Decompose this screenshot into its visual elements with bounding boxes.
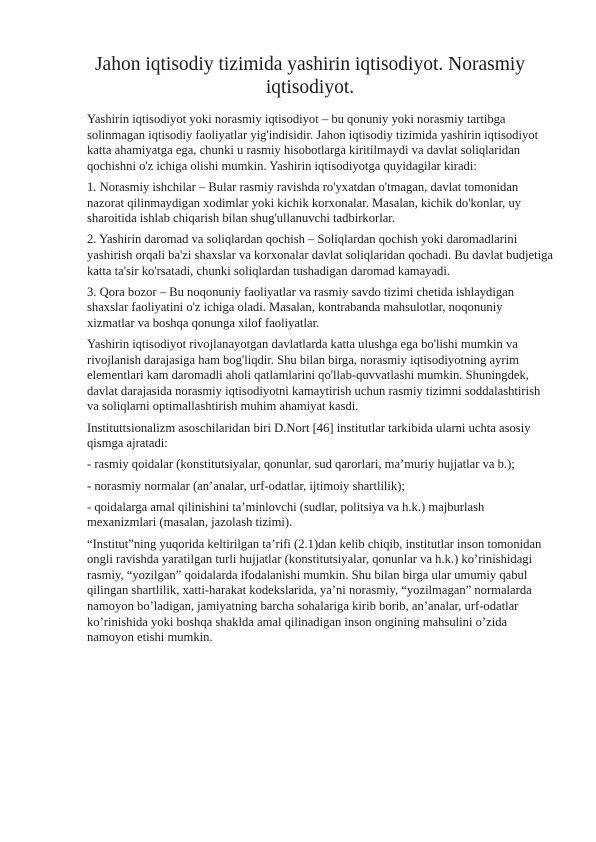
paragraph-item-3: 3. Qora bozor – Bu noqonuniy faoliyatlar va rasmiy savdo tizimi chetida ishlaydigan shaxslar faoliyatini o'z ichiga oladi. Masalan, kontrabanda mahsulotlar, noqonuniy xizmatlar va boshqa qonunga xilof faoliyatlar. [87,284,515,330]
document-body [87,112,553,651]
paragraph-intro: Yashirin iqtisodiyot yoki norasmiy iqtisodiyot – bu qonuniy yoki norasmiy tartibga solinmagan iqtisodiy faoliyatlar yig'indisidir. Jahon iqtisodiy tizimida yashirin iqtisodiyot katta ahamiyatga ega, chunki u rasmiy hisobotlarga kiritilmaydi va davlat soliqlaridan qochishni o'z ichiga olishi mumkin. Yashirin iqtisodiyotga quyidagilar kiradi: [87,112,539,173]
paragraph-institutionalism: Instituttsionalizm asoschilaridan biri D.Nort [46] institutlar tarkibida ularni uchta asosiy qismga ajratadi: [87,420,531,451]
list-item-enforcement: - qoidalarga amal qilinishini ta’minlovchi (sudlar, politsiya va h.k.) majburlash mexanizmlari (masalan, jazolash tizimi). [87,499,485,530]
document-title: Jahon iqtisodiy tizimida yashirin iqtisodiyot. Norasmiy iqtisodiyot. [94,54,526,98]
list-item-informal-norms: - norasmiy normalar (an’analar, urf-odatlar, ijtimoiy shartlilik); [87,478,405,493]
list-item-formal-rules: - rasmiy qoidalar (konstitutsiyalar, qonunlar, sud qarorlari, ma’muriy hujjatlar va b.); [87,457,515,472]
paragraph-development: Yashirin iqtisodiyot rivojlanayotgan davlatlarda katta ulushga ega bo'lishi mumkin va rivojlanish darajasiga ham bog'liqdir. Shu bilan birga, norasmiy iqtisodiyotning ayrim elementlari kam daromadli aholi qatlamlarini qo'llab-quvvatlashi mumkin. Shuningdek, davlat darajasida norasmiy iqtisodiyotni kamaytirish uchun rasmiy tizimni soddalashtirish va soliqlarni optimallashtirish muhim ahamiyat kasdi. [87,337,541,414]
paragraph-item-2: 2. Yashirin daromad va soliqlardan qochish – Soliqlardan qochish yoki daromadlarini yashirish orqali ba'zi shaxslar va korxonalar davlat soliqlaridan qochadi. Bu davlat budjetiga katta ta'sir ko'rsatadi, chunki soliqlardan tushadigan daromad kamayadi. [87,232,554,278]
paragraph-institution-definition: “Institut”ning yuqorida keltirilgan ta’rifi (2.1)dan kelib chiqib, institutlar inson tomonidan ongli ravishda yaratilgan turli hujjatlar (konstitutsiyalar, qonunlar va h.k.) ko’rinishidagi rasmiy, “yozilgan” qoidalarda ifodalanishi mumkin. Shu bilan birga ular umumiy qabul qilingan shartlilik, xatti-harakat kodekslarida, ya’ni norasmiy, “yozilmagan” normalarda namoyon bo’ladigan, jamiyatning barcha sohalariga kirib borib, an’analar, urf-odatlar ko’rinishida yoki boshqa shaklda amal qilinadigan inson ongining mahsulini o’zida namoyon etishi mumkin. [87,536,542,645]
paragraph-item-1: 1. Norasmiy ishchilar – Bular rasmiy ravishda ro'yxatdan o'tmagan, davlat tomonidan nazorat qilinmaydigan xodimlar yoki kichik korxonalar. Masalan, kichik do'konlar, uy sharoitida ishlab chiqarish bilan shug'ullanuvchi tadbirkorlar. [87,179,522,226]
